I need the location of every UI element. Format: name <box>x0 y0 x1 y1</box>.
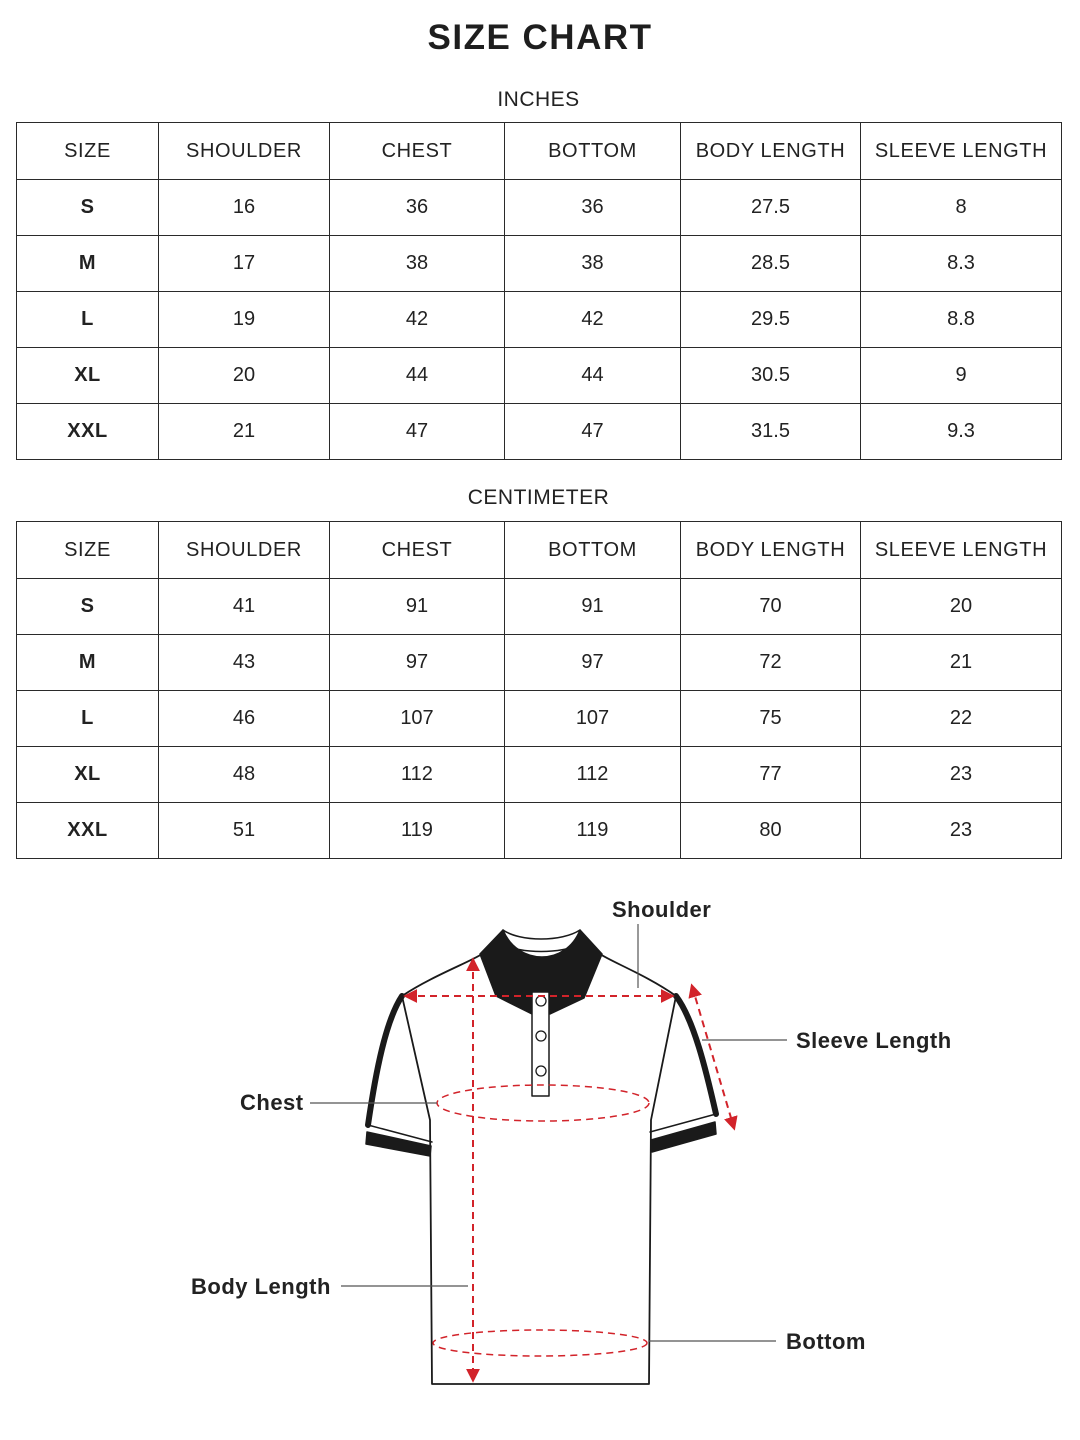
measurement-cell: 23 <box>861 803 1062 859</box>
shoulder-label: Shoulder <box>612 897 712 922</box>
measurement-cell: 48 <box>159 747 330 803</box>
table-header-row <box>17 522 1062 579</box>
size-cell: S <box>17 579 159 635</box>
size-table-centimeter <box>16 521 1062 859</box>
measurement-guides <box>406 960 734 1380</box>
column-header: SLEEVE LENGTH <box>861 522 1062 579</box>
measurement-cell: 29.5 <box>681 292 861 348</box>
bottom-measure-ellipse <box>433 1330 647 1356</box>
measurement-cell: 36 <box>505 180 681 236</box>
shirt-right-sleeve-seam <box>676 996 716 1114</box>
size-cell: XXL <box>17 404 159 460</box>
column-header: BOTTOM <box>505 123 681 180</box>
size-cell: M <box>17 635 159 691</box>
measurement-cell: 112 <box>505 747 681 803</box>
measurement-cell: 20 <box>861 579 1062 635</box>
column-header: CHEST <box>330 522 505 579</box>
measurement-cell: 16 <box>159 180 330 236</box>
measurement-cell: 77 <box>681 747 861 803</box>
table-row <box>17 404 1062 460</box>
column-header: BODY LENGTH <box>681 123 861 180</box>
column-header: SIZE <box>17 123 159 180</box>
measurement-cell: 27.5 <box>681 180 861 236</box>
column-header: SHOULDER <box>159 123 330 180</box>
column-header: SLEEVE LENGTH <box>861 123 1062 180</box>
measurement-diagram <box>0 870 1080 1430</box>
measurement-cell: 38 <box>505 236 681 292</box>
table-row <box>17 348 1062 404</box>
measurement-cell: 107 <box>330 691 505 747</box>
measurement-cell: 80 <box>681 803 861 859</box>
measurement-cell: 21 <box>861 635 1062 691</box>
shirt-left-shoulder <box>402 954 482 996</box>
table-row <box>17 180 1062 236</box>
measurement-cell: 47 <box>505 404 681 460</box>
shirt-placket <box>532 992 549 1096</box>
measurement-cell: 8.8 <box>861 292 1062 348</box>
measurement-cell: 46 <box>159 691 330 747</box>
measurement-cell: 75 <box>681 691 861 747</box>
measurement-cell: 28.5 <box>681 236 861 292</box>
measurement-cell: 20 <box>159 348 330 404</box>
measurement-cell: 41 <box>159 579 330 635</box>
measurement-cell: 38 <box>330 236 505 292</box>
measurement-cell: 51 <box>159 803 330 859</box>
table-row <box>17 691 1062 747</box>
measurement-cell: 97 <box>505 635 681 691</box>
measurement-cell: 107 <box>505 691 681 747</box>
column-header: CHEST <box>330 123 505 180</box>
table-header-row <box>17 123 1062 180</box>
measurement-cell: 8.3 <box>861 236 1062 292</box>
table-row <box>17 236 1062 292</box>
table-caption-inches: INCHES <box>497 88 580 111</box>
measurement-cell: 44 <box>505 348 681 404</box>
measurement-cell: 19 <box>159 292 330 348</box>
shirt-left-sleeve-cuff <box>366 1132 431 1156</box>
measurement-cell: 97 <box>330 635 505 691</box>
measurement-cell: 42 <box>505 292 681 348</box>
measurement-cell: 47 <box>330 404 505 460</box>
polo-shirt-illustration <box>366 930 716 1384</box>
size-cell: L <box>17 691 159 747</box>
measurement-cell: 9 <box>861 348 1062 404</box>
body-length-label: Body Length <box>191 1274 331 1299</box>
measurement-cell: 72 <box>681 635 861 691</box>
size-cell: M <box>17 236 159 292</box>
measurement-cell: 31.5 <box>681 404 861 460</box>
sleeve-length-label: Sleeve Length <box>796 1028 952 1053</box>
column-header: SIZE <box>17 522 159 579</box>
measurement-cell: 30.5 <box>681 348 861 404</box>
measurement-cell: 8 <box>861 180 1062 236</box>
measurement-cell: 119 <box>505 803 681 859</box>
table-caption-centimeter: CENTIMETER <box>467 486 610 509</box>
measurement-cell: 44 <box>330 348 505 404</box>
size-cell: XL <box>17 747 159 803</box>
shirt-left-sleeve-seam <box>368 996 402 1125</box>
measurement-cell: 23 <box>861 747 1062 803</box>
measurement-cell: 9.3 <box>861 404 1062 460</box>
measurement-cell: 22 <box>861 691 1062 747</box>
measurement-cell: 36 <box>330 180 505 236</box>
measurement-cell: 42 <box>330 292 505 348</box>
measurement-cell: 91 <box>330 579 505 635</box>
measurement-cell: 112 <box>330 747 505 803</box>
measurement-cell: 70 <box>681 579 861 635</box>
column-header: SHOULDER <box>159 522 330 579</box>
shirt-right-sleeve-cuff <box>651 1122 716 1152</box>
page-title: SIZE CHART <box>427 18 653 57</box>
column-header: BOTTOM <box>505 522 681 579</box>
table-row <box>17 747 1062 803</box>
bottom-label: Bottom <box>786 1329 866 1354</box>
measurement-cell: 21 <box>159 404 330 460</box>
chest-label: Chest <box>240 1090 304 1115</box>
table-row <box>17 579 1062 635</box>
table-row <box>17 292 1062 348</box>
measurement-cell: 119 <box>330 803 505 859</box>
size-table-inches <box>16 122 1062 460</box>
table-row <box>17 635 1062 691</box>
size-cell: XXL <box>17 803 159 859</box>
size-cell: XL <box>17 348 159 404</box>
measurement-cell: 17 <box>159 236 330 292</box>
size-cell: S <box>17 180 159 236</box>
table-row <box>17 803 1062 859</box>
column-header: BODY LENGTH <box>681 522 861 579</box>
size-cell: L <box>17 292 159 348</box>
measurement-cell: 43 <box>159 635 330 691</box>
measurement-cell: 91 <box>505 579 681 635</box>
